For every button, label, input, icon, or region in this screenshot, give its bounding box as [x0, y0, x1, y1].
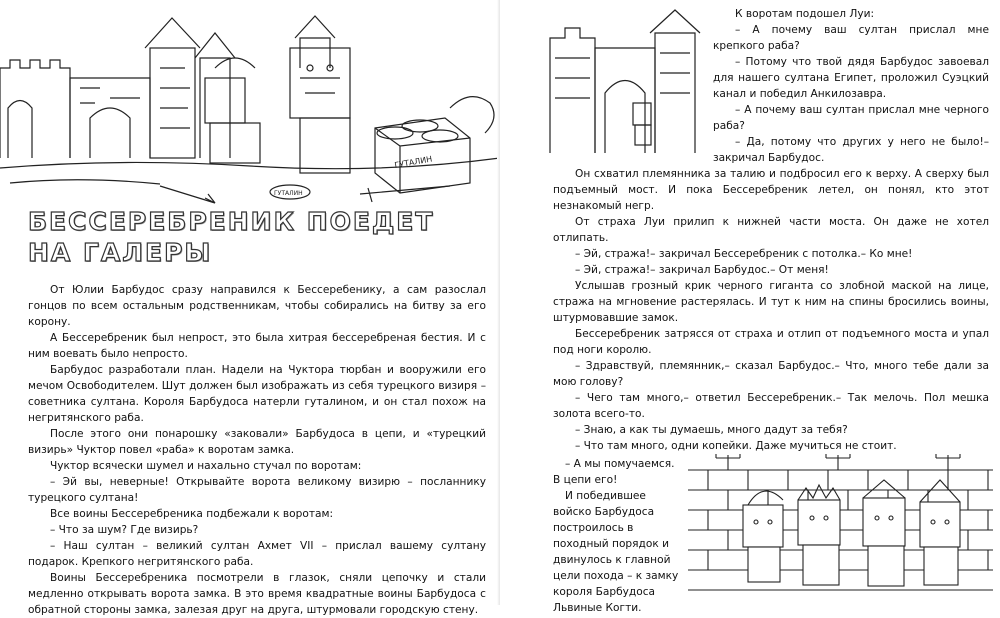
- paragraph: – Да, потому что других у него не было!– закричал Барбудос.: [713, 136, 989, 164]
- paragraph: Воины Бессеребреника посмотрели в глазок, сняли цепочку и стали медленно открывать ворота замка. В это время квадратные воины Барбудоса с обратной стороны замка, залезая друг на друга, штурмовали городскую стену.: [28, 572, 486, 616]
- paragraph: Барбудос разработали план. Надели на Чуктора тюрбан и вооружили его мечом Освободителем. Шут должен был изображать из себя турецкого визиря – советника султана. Короля Барбудоса натерли гуталином, и он стал похож на негритянского раба.: [28, 364, 486, 424]
- right-page-text: [553, 6, 989, 454]
- paragraph: Услышав грозный крик черного гиганта со злобной маской на лице, стража на мгновение растерялась. И тут к ним на спины бросились воины, штурмовавшие замок.: [553, 280, 989, 324]
- paragraph: – А мы помучаемся. В цепи его!: [553, 458, 675, 486]
- paragraph: – А почему ваш султан прислал мне крепкого раба?: [713, 24, 989, 52]
- paragraph: После этого они понарошку «заковали» Барбудоса в цепи, и «турецкий визирь» Чуктор повел «раба» к воротам замка.: [28, 428, 486, 456]
- paragraph: – Эй, стража!– закричал Бессеребреник с потолка.– Ко мне!: [575, 248, 913, 260]
- paragraph: От Юлии Барбудос сразу направился к Бессеребенику, а сам разослал гонцов по всем остальным родственникам, чтобы собирались на битву за его корону.: [28, 284, 486, 328]
- paragraph: К воротам подошел Луи:: [735, 8, 875, 20]
- left-page-text: [28, 282, 486, 618]
- paragraph: И победившее войско Барбудоса построилось в походный порядок и двинулось к главной цели похода – к замку короля Барбудоса Львиные Когти.: [553, 490, 679, 614]
- paragraph: – Что за шум? Где визирь?: [50, 524, 199, 536]
- box-label-gutalin: ГУТАЛИН: [393, 154, 433, 170]
- paragraph: Бессеребреник затрясся от страха и отлип от подъемного моста и упал под ноги королю.: [553, 328, 989, 356]
- castle-drawing: [0, 8, 500, 208]
- army-drawing: [688, 450, 993, 600]
- castle-scene-illustration: [0, 8, 500, 208]
- paragraph: – Потому что твой дядя Барбудос завоевал для нашего султана Египет, проложил Суэцкий канал и победил Анкилозавра.: [713, 56, 989, 100]
- paragraph: – Эй вы, неверные! Открывайте ворота великому визирю – посланнику турецкого султана!: [28, 476, 486, 504]
- left-page: [0, 0, 500, 616]
- paragraph: – Эй, стража!– закричал Барбудос.– От меня!: [575, 264, 829, 276]
- paragraph: Чуктор всячески шумел и нахально стучал по воротам:: [50, 460, 362, 472]
- paragraph: Он схватил племянника за талию и подбросил его к верху. А сверху был подъемный мост. И пока Бессеребреник летел, он понял, кто этот незнакомый негр.: [553, 168, 989, 212]
- paragraph: – А почему ваш султан прислал мне черного раба?: [713, 104, 989, 132]
- chapter-heading-line-1: БЕССЕРЕБРЕНИК ПОЕДЕТ: [28, 207, 435, 236]
- paragraph: Все воины Бессеребреника подбежали к воротам:: [50, 508, 334, 520]
- paragraph: – Наш султан – великий султан Ахмет VII – прислал вашему султану подарок. Крепкого негритянского раба.: [28, 540, 486, 568]
- paragraph: – Знаю, а как ты думаешь, много дадут за тебя?: [575, 424, 848, 436]
- right-page-narrow-text: [553, 456, 685, 616]
- paragraph: – Что там много, одни копейки. Даже мучиться не стоит.: [575, 440, 897, 452]
- paragraph: От страха Луи прилип к нижней части моста. Он даже не хотел отлипать.: [553, 216, 989, 244]
- army-march-illustration: [688, 450, 993, 600]
- chapter-heading: [28, 206, 488, 268]
- paragraph: – Чего там много,– ответил Бессеребреник.– Так мелочь. Пол мешка золота всего-то.: [553, 392, 989, 420]
- tin-label-gutalin: ГУТАЛИН: [274, 190, 303, 197]
- chapter-heading-line-2: НА ГАЛЕРЫ: [28, 238, 213, 267]
- paragraph: – Здравствуй, племянник,– сказал Барбудос.– Что, много тебе дали за мою голову?: [553, 360, 989, 388]
- paragraph: А Бессеребреник был непрост, это была хитрая бессеребреная бестия. И с ним воевать было непросто.: [28, 332, 486, 360]
